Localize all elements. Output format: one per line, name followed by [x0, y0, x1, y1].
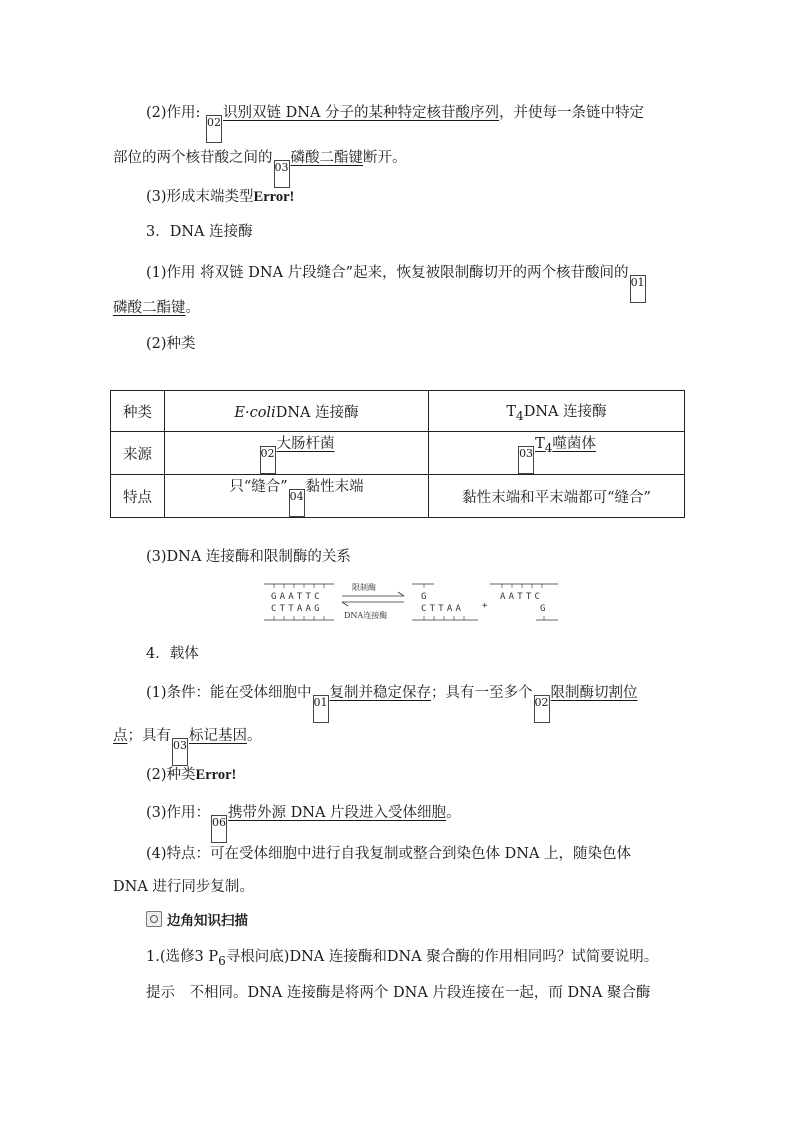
answer-box: 02: [534, 695, 550, 723]
answer-box: 02: [206, 115, 222, 143]
vector-feature-cont: DNA 进行同步复制。: [113, 879, 254, 895]
dna-cut-diagram: [262, 578, 562, 626]
svg-text:CTTAA: CTTAA: [421, 604, 465, 614]
answer-box: 04: [289, 489, 305, 517]
question-line: 1.(选修3 $P_6$寻根问底)DNA 连接酶和DNA 聚合酶的作用相同吗？试简要说明。: [146, 949, 659, 968]
vector-feature-line: (4)特点：可在受体细胞中进行自我复制或整合到染色体 DNA 上，随染色体: [146, 846, 632, 862]
vector-condition-cont: 点；具有03标记基因。: [113, 725, 262, 766]
answer-box: 01: [630, 275, 646, 303]
kinds-label: (2)种类: [146, 336, 196, 352]
function-line-cont: 部位的两个核苷酸之间的03磷酸二酯键断开。: [113, 147, 407, 188]
answer-text: 识别双链 DNA 分子的某种特定核苷酸序列: [223, 105, 500, 121]
corner-knowledge-heading: 边角知识扫描: [146, 910, 248, 932]
section-heading-ligase: 3．DNA 连接酶: [146, 224, 253, 240]
restriction-enzyme-label: 限制酶: [352, 583, 376, 592]
table-row: 来源 02大肠杆菌 $03T_4$噬菌体: [111, 432, 685, 475]
answer-box: 02: [260, 446, 276, 474]
answer-box: 03: [518, 446, 534, 474]
svg-text:G: G: [421, 592, 427, 602]
plus-sign: +: [482, 601, 488, 611]
error-text: Error!: [253, 189, 295, 205]
dna-top-strand: GAATTC: [271, 592, 323, 602]
answer-text: 磷酸二酯键: [290, 150, 363, 166]
section-heading-vector: 4．载体: [146, 646, 199, 662]
relation-heading: (3)DNA 连接酶和限制酶的关系: [146, 549, 351, 565]
ligase-table: [110, 390, 685, 518]
error-text: Error!: [195, 767, 237, 783]
answer-box: 03: [274, 160, 290, 188]
vector-kinds-line: (2)种类Error!: [146, 767, 237, 783]
vector-function-line: (3)作用：06携带外源 DNA 片段进入受体细胞。: [146, 802, 461, 843]
end-type-line: (3)形成末端类型Error!: [146, 189, 295, 205]
ligase-label: DNA连接酶: [344, 611, 388, 620]
answer-text: 磷酸二酯键: [113, 300, 186, 316]
answer-box: 03: [172, 738, 188, 766]
table-row: 特点 只“缝合”04黏性末端 黏性末端和平末端都可“缝合”: [111, 475, 685, 518]
answer-box: 01: [313, 695, 329, 723]
ligase-function-cont: 磷酸二酯键。: [113, 300, 200, 316]
answer-box: 06: [211, 815, 227, 843]
dna-bottom-strand: CTTAAG: [271, 604, 323, 614]
svg-text:AATTC: AATTC: [500, 592, 544, 602]
svg-text:G: G: [540, 604, 546, 614]
ligase-function-line: (1)作用 将双链 DNA 片段缝合”起来，恢复被限制酶切开的两个核苷酸间的01: [146, 262, 647, 303]
function-line: (2)作用: 02识别双链 DNA 分子的某种特定核苷酸序列，并使每一条链中特定: [146, 102, 644, 143]
hint-line: 提示 不相同。DNA 连接酶是将两个 DNA 片段连接在一起，而 DNA 聚合酶: [146, 985, 651, 1001]
vector-condition-line: (1)条件：能在受体细胞中01复制并稳定保存；具有一至多个02限制酶切割位: [146, 682, 638, 723]
table-header-row: 种类 E·coliDNA 连接酶 $T_4DNA$ 连接酶: [111, 391, 685, 432]
magnifier-icon: [146, 911, 162, 927]
